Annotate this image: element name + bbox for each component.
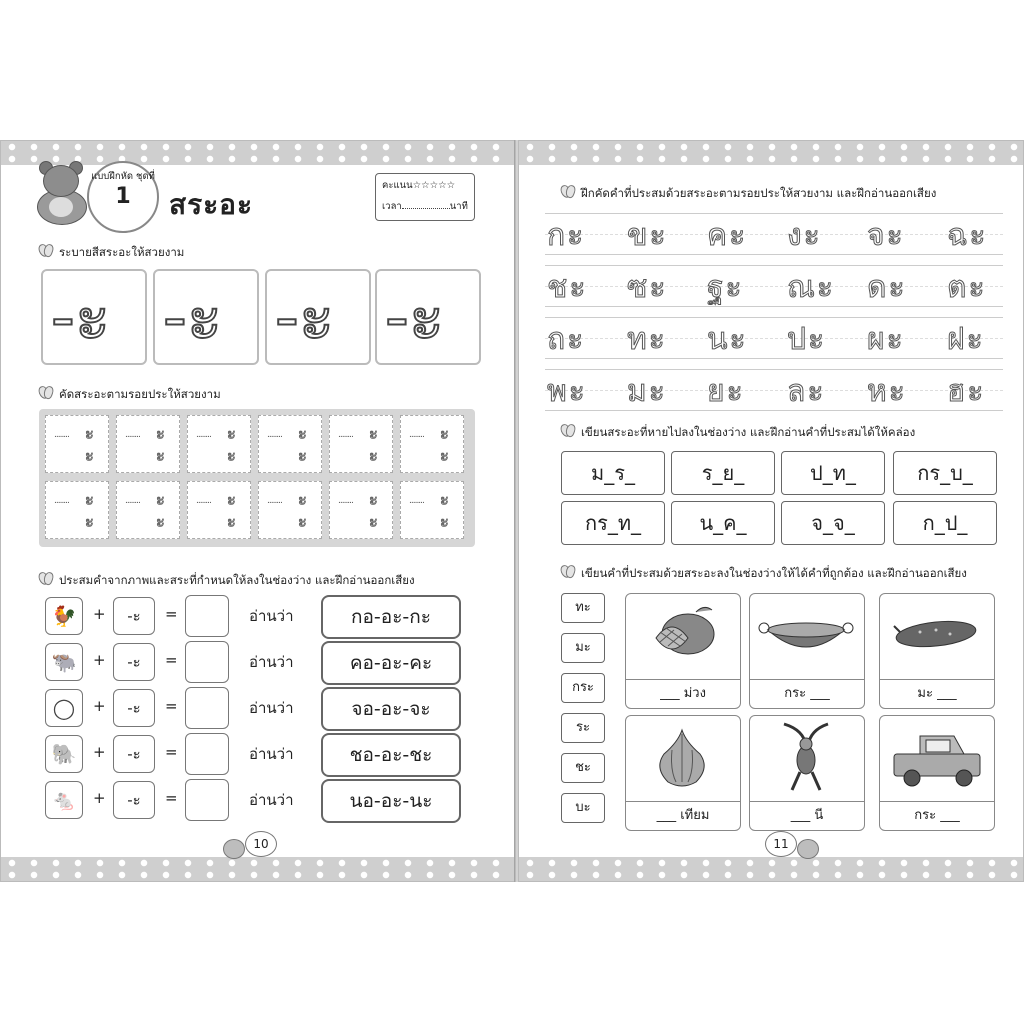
section-color-heading: ระบายสีสระอะให้สวยงาม [39, 244, 184, 262]
trace-word: ปะ [787, 322, 827, 357]
missing-vowel-word[interactable]: กร_ท_ [561, 501, 665, 545]
butterfly-icon [39, 244, 53, 257]
trace-word: ฮะ [947, 374, 986, 409]
trace-word: จะ [867, 218, 905, 253]
trace-word: ถะ [547, 322, 586, 357]
combine-row [41, 593, 461, 637]
equals-sign: = [165, 789, 178, 807]
answer-blank[interactable] [185, 733, 229, 775]
card-label: กระ ___ [880, 801, 994, 830]
color-box[interactable] [153, 269, 259, 365]
picture-card [749, 715, 865, 831]
missing-vowel-word[interactable]: ก_ป_ [893, 501, 997, 545]
score-stars: ☆☆☆☆☆ [412, 180, 456, 191]
trace-word: นะ [707, 322, 748, 357]
trace-cell[interactable]: ........ ะ ะ [116, 481, 180, 539]
outline-vowel: -ะ [275, 279, 335, 356]
syllable-option[interactable]: ชะ [561, 753, 605, 783]
pronunciation-box: ชอ-อะ-ชะ [321, 733, 461, 777]
trace-row[interactable] [545, 213, 1003, 255]
bottom-border [519, 857, 1023, 881]
trace-cell[interactable]: ........ ะ ะ [258, 415, 322, 473]
trace-word: ผะ [867, 322, 905, 357]
trace-cell[interactable]: ........ ะ ะ [187, 481, 251, 539]
score-label: คะแนน [382, 180, 413, 191]
cucumber-icon [880, 598, 994, 676]
card-label: ___ เทียม [626, 801, 740, 830]
butterfly-icon [561, 565, 575, 578]
trace-word: ละ [787, 374, 826, 409]
trace-word: ณะ [787, 270, 835, 305]
card-label: ___ นี [750, 801, 864, 830]
trace-grid [39, 409, 475, 547]
page-number: 11 [765, 831, 797, 857]
missing-vowel-word[interactable]: น_ค_ [671, 501, 775, 545]
top-border [519, 141, 1023, 165]
trace-word: ชะ [547, 270, 588, 305]
plus-sign: + [93, 789, 106, 807]
missing-vowel-word[interactable]: ป_ท_ [781, 451, 885, 495]
trace-word: ฐะ [707, 270, 744, 305]
vowel-box: -ะ [113, 643, 155, 681]
missing-vowel-word[interactable]: จ_จ_ [781, 501, 885, 545]
vowel-box: -ะ [113, 781, 155, 819]
set-label: แบบฝึกหัด ชุดที่ [91, 171, 155, 182]
page-title: สระอะ [169, 188, 254, 221]
card-label: กระ ___ [750, 679, 864, 708]
section-complete-word-heading: เขียนคำที่ประสมด้วยสระอะลงในช่องว่างให้ได้คำที่ถูกต้อง และฝึกอ่านออกเสียง [561, 565, 967, 583]
syllable-option[interactable]: กระ [561, 673, 605, 703]
bottom-border [1, 857, 515, 881]
combine-row [41, 777, 461, 821]
section-trace-words-heading: ฝึกคัดคำที่ประสมด้วยสระอะตามรอยประให้สวยงาม และฝึกอ่านออกเสียง [561, 185, 936, 203]
left-page [0, 140, 516, 882]
time-unit: นาที [449, 201, 468, 212]
trace-word: งะ [787, 218, 822, 253]
read-as-label: อ่านว่า [249, 653, 294, 671]
trace-cell[interactable]: ........ ะ ะ [187, 415, 251, 473]
missing-vowel-word[interactable]: ม_ร_ [561, 451, 665, 495]
time-blank[interactable] [402, 208, 450, 209]
combine-row [41, 639, 461, 683]
trace-cell[interactable]: ........ ะ ะ [329, 415, 393, 473]
trace-word: พะ [547, 374, 587, 409]
garlic-icon [626, 720, 740, 798]
equals-sign: = [165, 697, 178, 715]
card-label: ___ ม่วง [626, 679, 740, 708]
trace-cell[interactable]: ........ ะ ะ [329, 481, 393, 539]
trace-cell[interactable]: ........ ะ ะ [258, 481, 322, 539]
color-box[interactable] [41, 269, 147, 365]
syllable-option[interactable]: ระ [561, 713, 605, 743]
section-combine-heading: ประสมคำจากภาพและสระที่กำหนดให้ลงในช่องว่าง และฝึกอ่านออกเสียง [39, 572, 415, 590]
answer-blank[interactable] [185, 687, 229, 729]
color-box[interactable] [375, 269, 481, 365]
trace-row[interactable] [545, 369, 1003, 411]
page-number: 10 [245, 831, 277, 857]
butterfly-icon [561, 185, 575, 198]
picture-card [879, 593, 995, 709]
butterfly-icon [39, 572, 53, 585]
syllable-option[interactable]: บะ [561, 793, 605, 823]
missing-vowel-word[interactable]: กร_บ_ [893, 451, 997, 495]
time-label: เวลา [382, 201, 402, 212]
read-as-label: อ่านว่า [249, 791, 294, 809]
elephant-icon: 🐘 [45, 735, 83, 773]
trace-word: กะ [547, 218, 586, 253]
combine-row [41, 731, 461, 775]
read-as-label: อ่านว่า [249, 745, 294, 763]
trace-word: หะ [867, 374, 907, 409]
pronunciation-box: นอ-อะ-นะ [321, 779, 461, 823]
trace-word: ซะ [627, 270, 668, 305]
exercise-set-badge [87, 161, 159, 233]
answer-blank[interactable] [185, 595, 229, 637]
trace-word: ฉะ [947, 218, 988, 253]
right-page [518, 140, 1024, 882]
trace-row[interactable] [545, 265, 1003, 307]
section-missing-vowel-heading: เขียนสระอะที่หายไปลงในช่องว่าง และฝึกอ่านคำที่ประสมได้ให้คล่อง [561, 424, 915, 442]
trace-word: มะ [627, 374, 667, 409]
pig-icon [223, 839, 245, 859]
plate-icon: ◯ [45, 689, 83, 727]
plus-sign: + [93, 605, 106, 623]
trace-word: ทะ [627, 322, 667, 357]
picture-card [879, 715, 995, 831]
missing-vowel-word[interactable]: ร_ย_ [671, 451, 775, 495]
gibbon-icon [750, 720, 864, 798]
equals-sign: = [165, 651, 178, 669]
vowel-box: -ะ [113, 735, 155, 773]
equals-sign: = [165, 743, 178, 761]
vowel-box: -ะ [113, 689, 155, 727]
butterfly-icon [561, 424, 575, 437]
equals-sign: = [165, 605, 178, 623]
section-trace-heading: คัดสระอะตามรอยประให้สวยงาม [39, 386, 221, 404]
trace-word: ขะ [627, 218, 668, 253]
trace-cell[interactable]: ........ ะ ะ [45, 481, 109, 539]
score-box [375, 173, 475, 221]
syllable-option[interactable]: ทะ [561, 593, 605, 623]
card-label: มะ ___ [880, 679, 994, 708]
trace-cell[interactable]: ........ ะ ะ [400, 481, 464, 539]
read-as-label: อ่านว่า [249, 607, 294, 625]
mango-icon [626, 598, 740, 676]
read-as-label: อ่านว่า [249, 699, 294, 717]
color-box[interactable] [265, 269, 371, 365]
answer-blank[interactable] [185, 779, 229, 821]
buffalo-icon: 🐃 [45, 643, 83, 681]
syllable-option[interactable]: มะ [561, 633, 605, 663]
butterfly-icon [39, 386, 53, 399]
trace-word: ดะ [867, 270, 907, 305]
pronunciation-box: กอ-อะ-กะ [321, 595, 461, 639]
set-number: 1 [115, 184, 131, 209]
wok-icon [750, 598, 864, 676]
pig-icon [797, 839, 819, 859]
trace-word: ยะ [707, 374, 745, 409]
pronunciation-box: จอ-อะ-จะ [321, 687, 461, 731]
picture-card [625, 715, 741, 831]
picture-card [749, 593, 865, 709]
trace-cell[interactable]: ........ ะ ะ [400, 415, 464, 473]
plus-sign: + [93, 697, 106, 715]
trace-cell[interactable]: ........ ะ ะ [116, 415, 180, 473]
answer-blank[interactable] [185, 641, 229, 683]
truck-icon [880, 720, 994, 798]
trace-row[interactable] [545, 317, 1003, 359]
picture-card [625, 593, 741, 709]
outline-vowel: -ะ [385, 279, 445, 356]
vowel-box: -ะ [113, 597, 155, 635]
outline-vowel: -ะ [51, 279, 111, 356]
combine-row [41, 685, 461, 729]
plus-sign: + [93, 651, 106, 669]
teddy-bear-icon [33, 159, 93, 223]
pronunciation-box: คอ-อะ-คะ [321, 641, 461, 685]
chicken-icon: 🐓 [45, 597, 83, 635]
trace-word: ตะ [947, 270, 987, 305]
trace-word: ฝะ [947, 322, 985, 357]
trace-cell[interactable]: ........ ะ ะ [45, 415, 109, 473]
trace-word: คะ [707, 218, 748, 253]
plus-sign: + [93, 743, 106, 761]
outline-vowel: -ะ [163, 279, 223, 356]
mouse-icon: 🐁 [45, 781, 83, 819]
